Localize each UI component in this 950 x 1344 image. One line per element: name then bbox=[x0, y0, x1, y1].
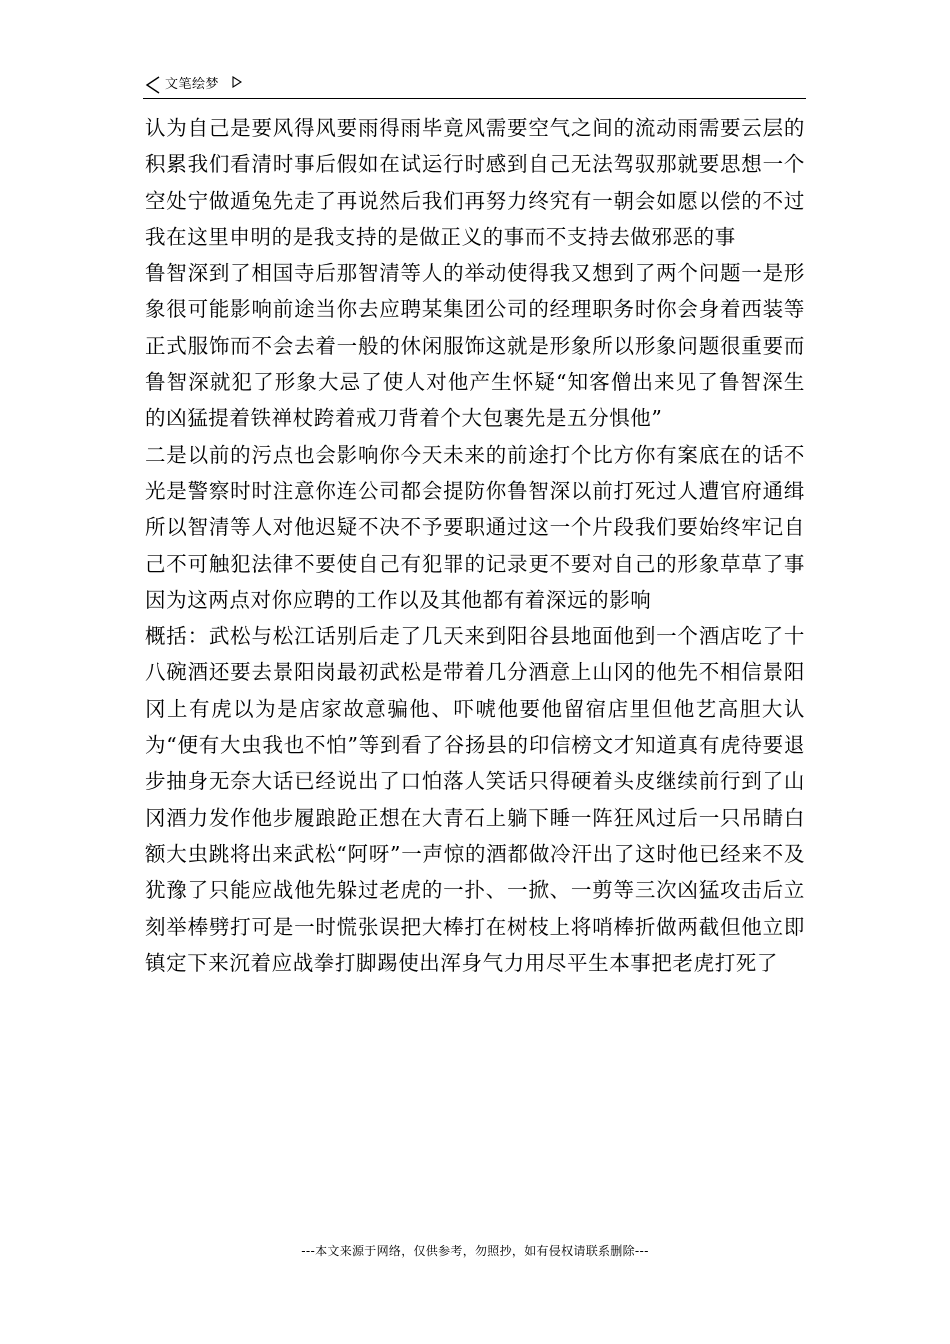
triangle-right-icon bbox=[232, 76, 242, 88]
paragraph: 认为自己是要风得风要雨得雨毕竟风需要空气之间的流动雨需要云层的积累我们看清时事后假如在试运行时感到自己无法驾驭那就要思想一个空处宁做遁兔先走了再说然后我们再努力终究有一朝会如愿以偿的不过我在这里申明的是我支持的是做正义的事而不支持去做邪恶的事 bbox=[145, 116, 805, 249]
page-header bbox=[143, 74, 806, 99]
document-body bbox=[145, 110, 805, 981]
header-title: 文笔绘梦 bbox=[165, 77, 220, 92]
paragraph: 概括：武松与松江话别后走了几天来到阳谷县地面他到一个酒店吃了十八碗酒还要去景阳岗最初武松是带着几分酒意上山冈的他先不相信景阳冈上有虎以为是店家故意骗他、吓唬他要他留宿店里但他艺高胆大认为“便有大虫我也不怕”等到看了谷扬县的印信榜文才知道真有虎待要退步抽身无奈大话已经说出了口怕落人笑话只得硬着头皮继续前行到了山冈酒力发作他步履踉跄正想在大青石上躺下睡一阵狂风过后一只吊睛白额大虫跳将出来武松“阿呀”一声惊的酒都做冷汗出了这时他已经来不及犹豫了只能应战他先躲过老虎的一扑、一掀、一剪等三次凶猛攻击后立刻举棒劈打可是一时慌张误把大棒打在树枝上将哨棒折做两截但他立即镇定下来沉着应战拳打脚踢使出浑身气力用尽平生本事把老虎打死了 bbox=[145, 624, 805, 975]
triangle-left-icon bbox=[145, 76, 161, 94]
paragraph: 二是以前的污点也会影响你今天未来的前途打个比方你有案底在的话不光是警察时时注意你连公司都会提防你鲁智深以前打死过人遭官府通缉所以智清等人对他迟疑不决不予要职通过这一个片段我们要始终牢记自己不可触犯法律不要使自己有犯罪的记录更不要对自己的形象草草了事因为这两点对你应聘的工作以及其他都有着深远的影响 bbox=[145, 442, 805, 612]
paragraph: 鲁智深到了相国寺后那智清等人的举动使得我又想到了两个问题一是形象很可能影响前途当你去应聘某集团公司的经理职务时你会身着西装等正式服饰而不会去着一般的休闲服饰这就是形象所以形象问题很重要而鲁智深就犯了形象大忌了使人对他产生怀疑“知客僧出来见了鲁智深生的凶猛提着铁禅杖跨着戒刀背着个大包裹先是五分惧他” bbox=[145, 261, 805, 431]
footer-disclaimer: ---本文来源于网络，仅供参考，勿照抄，如有侵权请联系删除--- bbox=[301, 1244, 649, 1258]
